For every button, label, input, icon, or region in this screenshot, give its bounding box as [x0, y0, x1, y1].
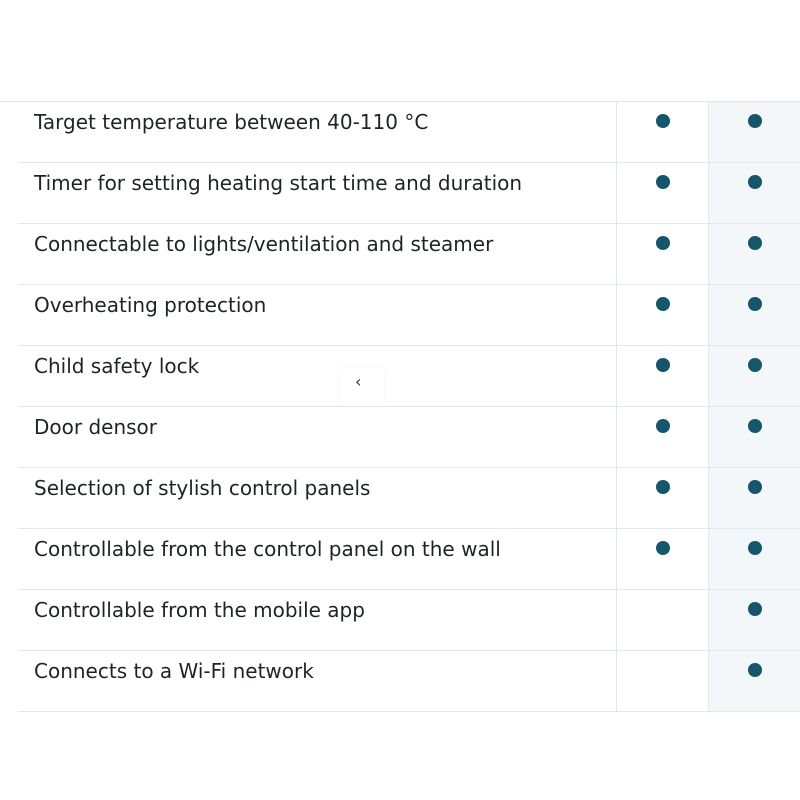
- included-dot-icon: [656, 358, 670, 372]
- feature-label: Controllable from the mobile app: [34, 598, 365, 622]
- column-b-cell: [708, 407, 800, 467]
- included-dot-icon: [656, 480, 670, 494]
- included-dot-icon: [748, 236, 762, 250]
- table-row: [18, 407, 800, 468]
- column-a-cell: [616, 224, 709, 284]
- table-row: [18, 529, 800, 590]
- feature-label: Door densor: [34, 415, 158, 439]
- column-a-cell: [616, 590, 709, 650]
- column-a-cell: [616, 407, 709, 467]
- included-dot-icon: [656, 541, 670, 555]
- included-dot-icon: [656, 175, 670, 189]
- included-dot-icon: [656, 297, 670, 311]
- chevron-left-icon[interactable]: ‹: [355, 372, 362, 391]
- feature-label: Selection of stylish control panels: [34, 476, 371, 500]
- included-dot-icon: [748, 541, 762, 555]
- included-dot-icon: [748, 297, 762, 311]
- table-row: [18, 285, 800, 346]
- included-dot-icon: [656, 419, 670, 433]
- included-dot-icon: [748, 480, 762, 494]
- column-a-cell: [616, 529, 709, 589]
- column-a-cell: [616, 163, 709, 223]
- included-dot-icon: [748, 358, 762, 372]
- table-row: [18, 163, 800, 224]
- included-dot-icon: [656, 114, 670, 128]
- table-row: [18, 102, 800, 163]
- feature-label: Connectable to lights/ventilation and steamer: [34, 232, 494, 256]
- column-a-cell: [616, 285, 709, 345]
- column-b-cell: [708, 102, 800, 162]
- feature-label: Controllable from the control panel on the wall: [34, 537, 501, 561]
- column-b-cell: [708, 163, 800, 223]
- included-dot-icon: [748, 419, 762, 433]
- table-row: [18, 468, 800, 529]
- column-b-cell: [708, 651, 800, 711]
- column-a-cell: [616, 651, 709, 711]
- column-a-cell: [616, 468, 709, 528]
- carousel-control: [340, 368, 384, 404]
- included-dot-icon: [656, 236, 670, 250]
- table-row: [18, 224, 800, 285]
- column-a-cell: [616, 102, 709, 162]
- table-row: [18, 590, 800, 651]
- feature-label: Child safety lock: [34, 354, 200, 378]
- feature-label: Overheating protection: [34, 293, 267, 317]
- column-b-cell: [708, 468, 800, 528]
- table-row: [18, 346, 800, 407]
- column-b-cell: [708, 529, 800, 589]
- feature-label: Target temperature between 40-110 °C: [34, 110, 429, 134]
- feature-label: Timer for setting heating start time and duration: [34, 171, 523, 195]
- table-row: [18, 651, 800, 712]
- column-a-cell: [616, 346, 709, 406]
- included-dot-icon: [748, 663, 762, 677]
- feature-table: [0, 101, 800, 712]
- column-b-cell: [708, 224, 800, 284]
- column-b-cell: [708, 285, 800, 345]
- column-b-cell: [708, 590, 800, 650]
- included-dot-icon: [748, 114, 762, 128]
- included-dot-icon: [748, 175, 762, 189]
- included-dot-icon: [748, 602, 762, 616]
- column-b-cell: [708, 346, 800, 406]
- feature-label: Connects to a Wi-Fi network: [34, 659, 314, 683]
